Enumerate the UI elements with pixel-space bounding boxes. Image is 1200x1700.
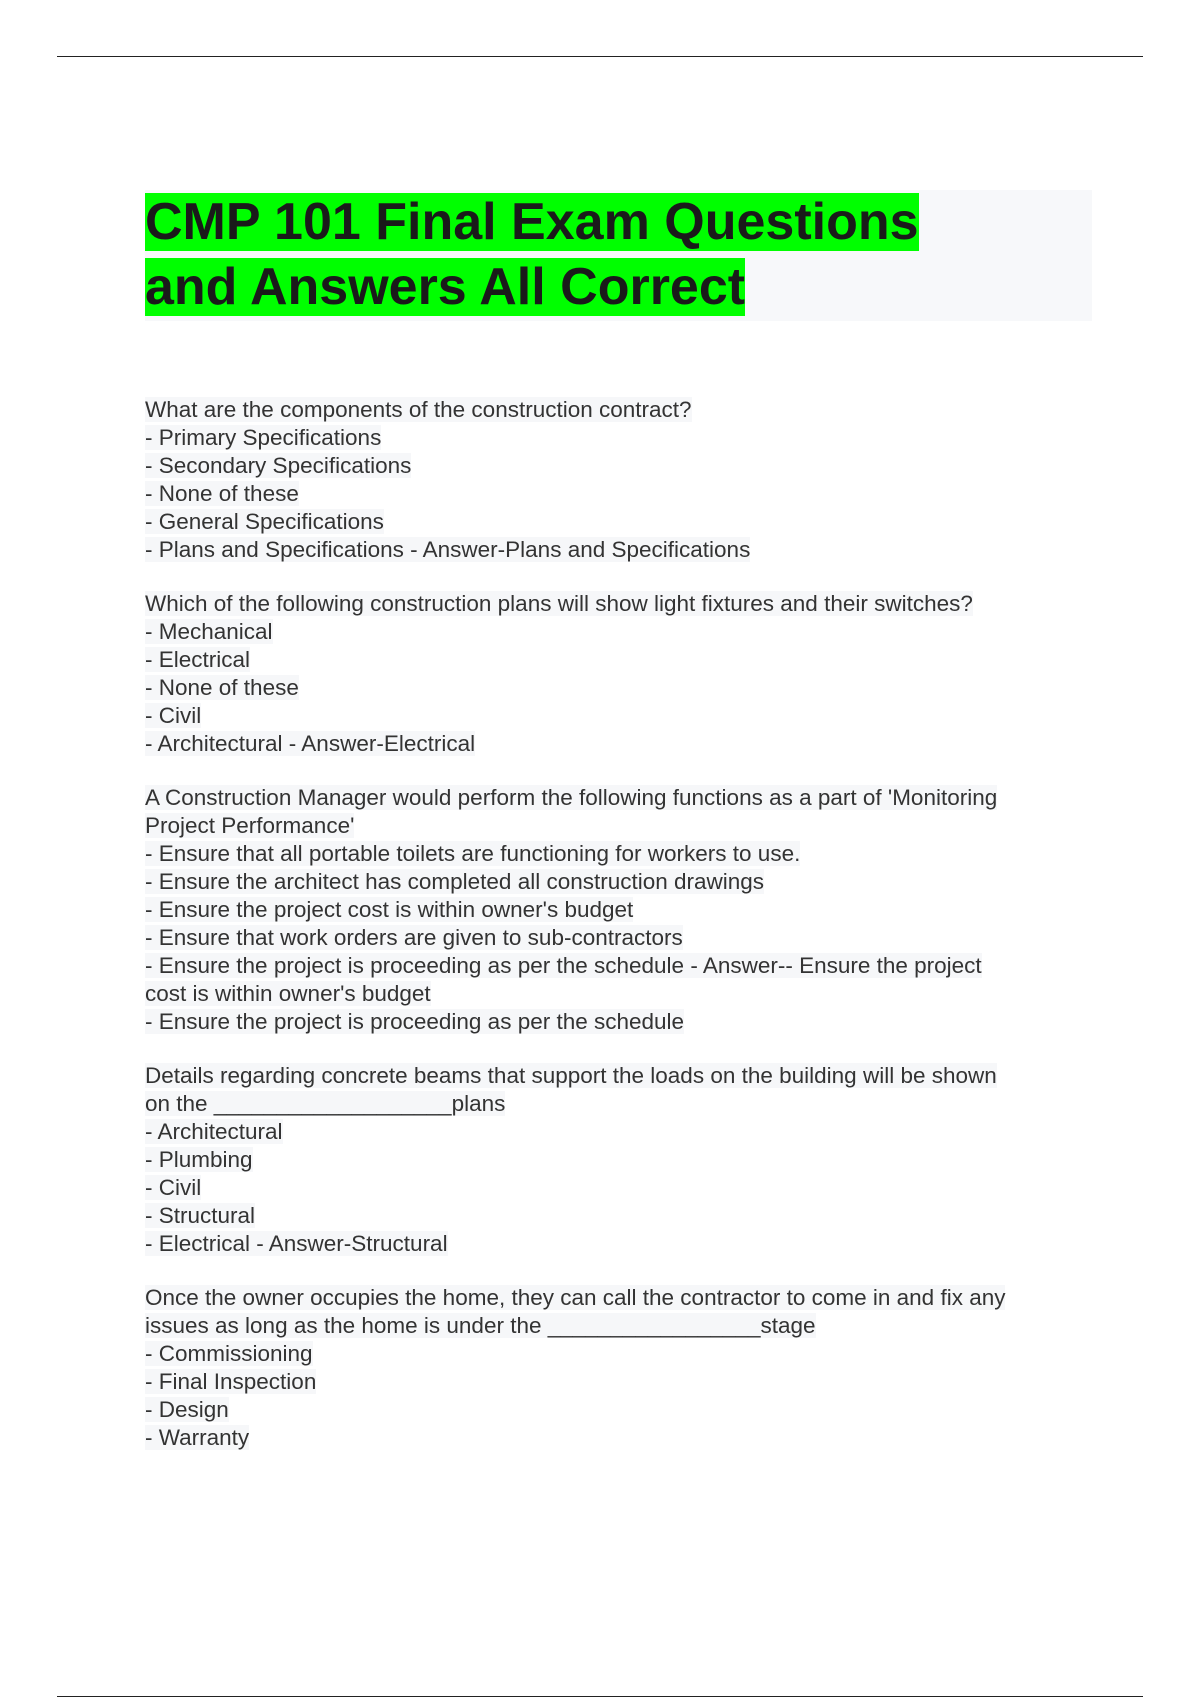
question-1-option: - General Specifications	[145, 509, 384, 534]
question-3-answer: - Ensure the project is proceeding as per the schedule	[145, 1009, 685, 1034]
question-block-2	[145, 590, 1095, 758]
question-3-answer: cost is within owner's budget	[145, 981, 431, 1006]
question-3-option: - Ensure the architect has completed all construction drawings	[145, 869, 765, 894]
question-1-option: - Primary Specifications	[145, 425, 382, 450]
question-4-option: - Structural	[145, 1203, 256, 1228]
question-3-option: - Ensure that work orders are given to sub-contractors	[145, 925, 683, 950]
question-4-option: - Plumbing	[145, 1147, 253, 1172]
title-line-1: CMP 101 Final Exam Questions	[145, 193, 919, 251]
title-block	[145, 190, 1092, 321]
question-1-option: - Secondary Specifications	[145, 453, 412, 478]
question-block-1	[145, 396, 1095, 564]
question-3-option: - Ensure that all portable toilets are functioning for workers to use.	[145, 841, 801, 866]
question-2-option: - Mechanical	[145, 619, 273, 644]
question-3-answer: - Ensure the project is proceeding as per the schedule - Answer-- Ensure the project	[145, 953, 982, 978]
question-4-text: on the ___________________plans	[145, 1091, 506, 1116]
bottom-rule	[57, 1696, 1143, 1697]
question-5-option: - Commissioning	[145, 1341, 313, 1366]
question-2-option: - None of these	[145, 675, 299, 700]
question-4-option: - Civil	[145, 1175, 202, 1200]
question-5-text: issues as long as the home is under the _________________stage	[145, 1313, 816, 1338]
question-3-text: Project Performance'	[145, 813, 355, 838]
question-block-3	[145, 784, 1095, 1036]
question-5-option: - Final Inspection	[145, 1369, 317, 1394]
top-rule	[57, 56, 1143, 57]
question-1-option: - None of these	[145, 481, 299, 506]
question-2-option: - Electrical	[145, 647, 251, 672]
qa-content	[145, 396, 1095, 1478]
question-1-text: What are the components of the construction contract?	[145, 397, 692, 422]
question-4-text: Details regarding concrete beams that support the loads on the building will be shown	[145, 1063, 997, 1088]
question-2-text: Which of the following construction plans will show light fixtures and their switches?	[145, 591, 973, 616]
question-block-5	[145, 1284, 1095, 1452]
question-5-option: - Warranty	[145, 1425, 250, 1450]
question-4-answer: - Electrical - Answer-Structural	[145, 1231, 448, 1256]
title-line-2: and Answers All Correct	[145, 258, 746, 316]
document-title	[145, 190, 1092, 320]
question-block-4	[145, 1062, 1095, 1258]
question-2-answer: - Architectural - Answer-Electrical	[145, 731, 476, 756]
question-2-option: - Civil	[145, 703, 202, 728]
question-3-text: A Construction Manager would perform the following functions as a part of 'Monitoring	[145, 785, 998, 810]
question-3-option: - Ensure the project cost is within owner's budget	[145, 897, 634, 922]
question-5-option: - Design	[145, 1397, 229, 1422]
question-1-answer: - Plans and Specifications - Answer-Plans and Specifications	[145, 537, 751, 562]
question-4-option: - Architectural	[145, 1119, 283, 1144]
question-5-text: Once the owner occupies the home, they can call the contractor to come in and fix any	[145, 1285, 1006, 1310]
